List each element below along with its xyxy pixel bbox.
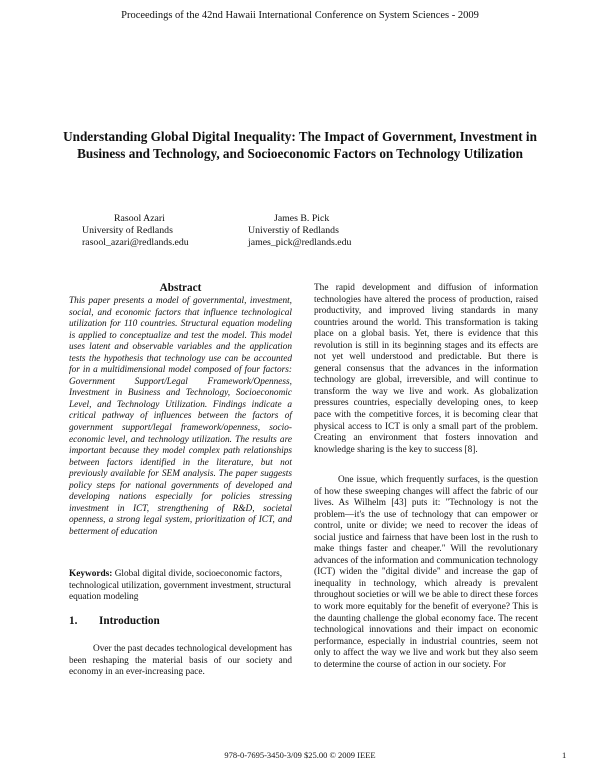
abstract-body: This paper presents a model of governmental, investment, social, and economic factors that influence technological utilization for 110 countries. Structural equation modeling is applied to conceptualize and test the model. This model uses latent and observable variables and the application tests the hypothesis that technology use can be accounted for in a multidimensional model composed of four factors: Government Support/Legal Framework/Openness, Investment in Business and Technology, Socioeconomic Level, and Technology Utilization. Findings indicate a critical pathway of influences between the factors of government support/legal framework/openness, socio-economic level, and technology utilization. The results are important because they model complex path relationships between factors identified in the literature, but not previously available for SEM analysis. The paper suggests policy steps for national governments of developed and developing nations especially for policies stressing investment in ICT, strengthening of R&D, societal openness, a strong legal system, prioritization of ICT, and betterment of education (69, 296, 292, 537)
page-number: 1 (562, 750, 567, 760)
author-email: james_pick@redlands.edu (248, 237, 352, 249)
author-block-1 (82, 213, 222, 250)
author-name: James B. Pick (274, 213, 330, 224)
conference-header: Proceedings of the 42nd Hawaii International Conference on System Sciences - 2009 (121, 10, 479, 21)
author-name: Rasool Azari (114, 213, 165, 224)
keywords (69, 569, 292, 604)
section-number: 1. (69, 615, 78, 627)
author-affiliation: Universtiy of Redlands (248, 225, 339, 237)
copyright-footer: 978-0-7695-3450-3/09 $25.00 © 2009 IEEE (224, 750, 376, 760)
author-block-2 (248, 213, 408, 250)
right-column-paragraph-2: One issue, which frequently surfaces, is the question of how these sweeping changes will affect the fabric of our lives. As Wilhelm [43] puts it: "Technology is not the problem—it's the use of technology that can empower or control, unite or divide; we need to recover the ideas of social justice and fairness that have been lost in the rush to make things faster and cheaper." Will the revolutionary advances of the information and communication technology (ICT) widen the "digital divide" and increase the gap of inequality in technology, which already is prevalent throughout societies or will we be able to direct these forces to work more equitably for the benefit of everyone? This is the daunting challenge the global economy face. The recent technological innovations and their impact on economic performance, especially in industrial countries, seem not only to affect the way we live and work but they also seem to determine the course of action in our society. For (314, 475, 538, 670)
keywords-label: Keywords: (69, 569, 113, 579)
paper-title: Understanding Global Digital Inequality: The Impact of Government, Investment in Business and Technology, and Socioeconomic Factors on Technology Utilization (63, 129, 537, 161)
author-email: rasool_azari@redlands.edu (82, 237, 189, 249)
section-title: Introduction (99, 615, 160, 627)
keywords-text: Global digital divide, socioeconomic factors, technological utilization, government investment, structural equation modeling (69, 569, 292, 603)
author-affiliation: University of Redlands (82, 225, 173, 237)
introduction-paragraph: Over the past decades technological development has been reshaping the material basis of our society and economy in an ever-increasing pace. (69, 644, 292, 678)
section-heading-introduction (69, 615, 160, 627)
right-column-paragraph-1: The rapid development and diffusion of information technologies have altered the process of production, raised productivity, and improved living standards in many countries around the world. This transformation is taking place on a global basis. Yet, there is evidence that this revolution is still in its beginning stages and its effects are not yet well understood and predictable. But there is general consensus that the advances in the information technology are global, irreversible, and will continue to transform the way we live and work. As globalization pressures countries, especially developing ones, to keep pace with the competitive forces, it is becoming clear that physical access to ICT is only a small part of the problem. Creating an environment that fosters innovation and knowledge sharing is the key to success [8]. (314, 283, 538, 455)
abstract-heading: Abstract (159, 282, 202, 294)
